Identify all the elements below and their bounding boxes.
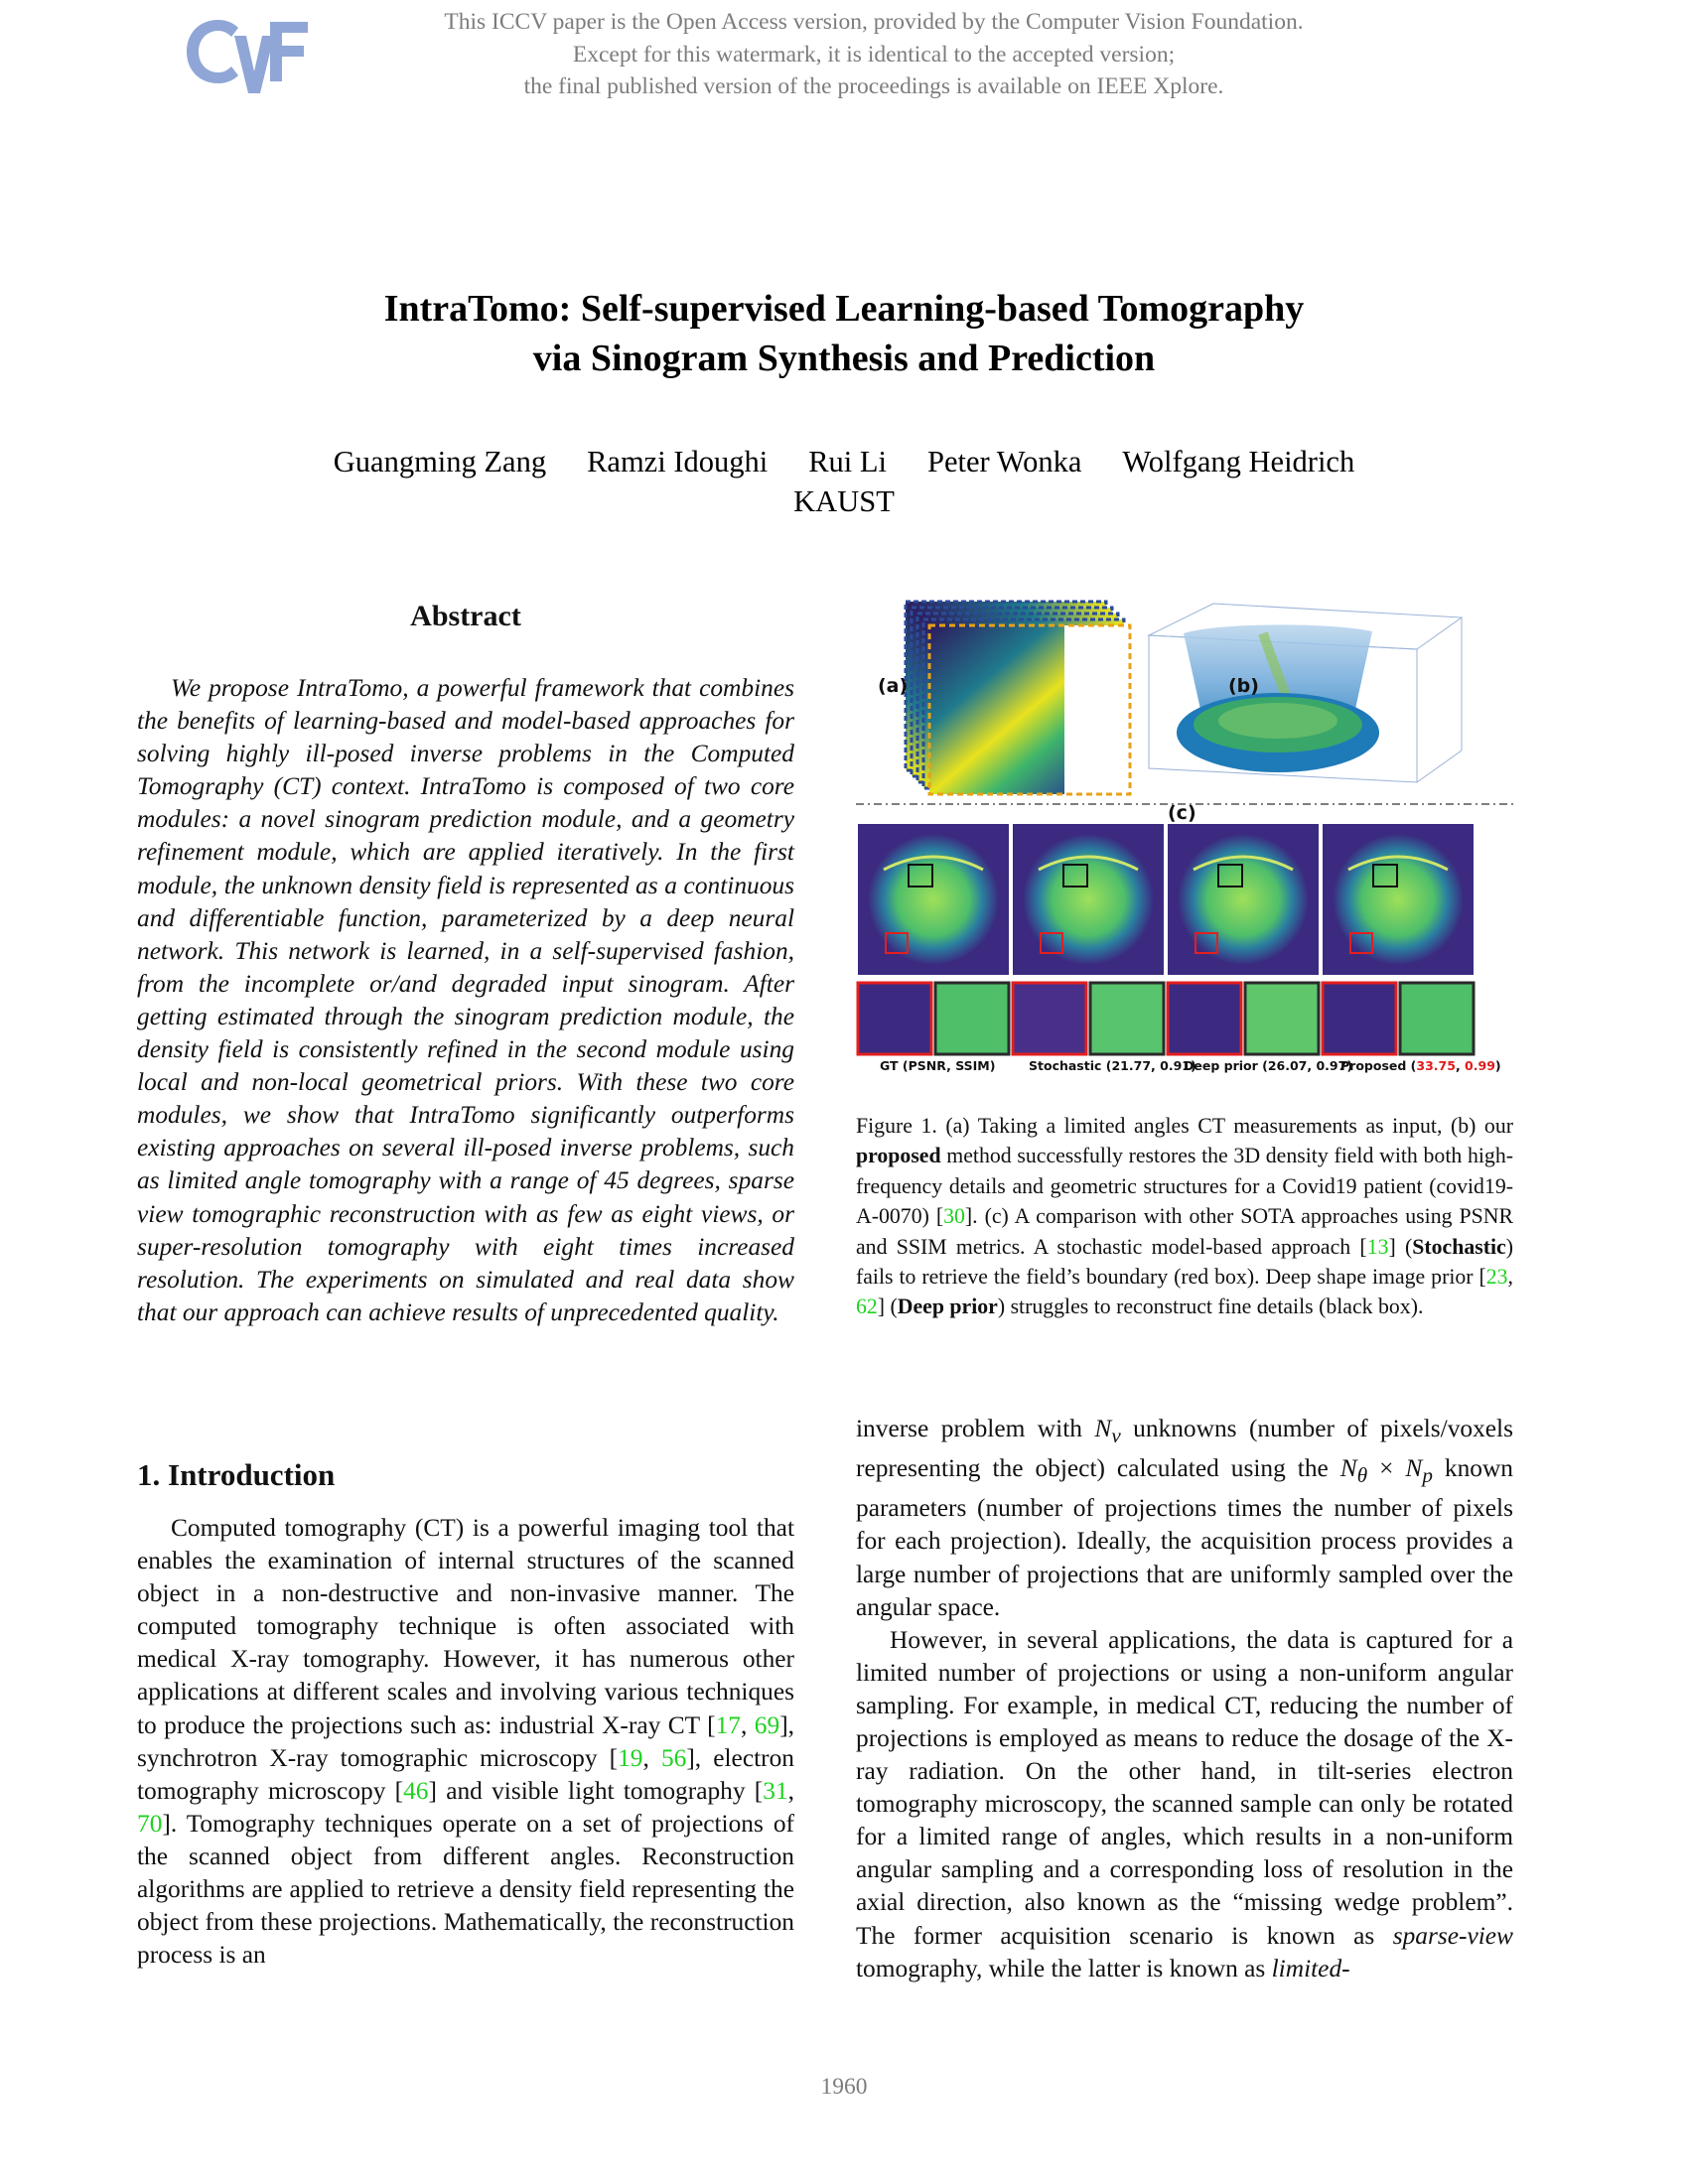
caption-bold: Stochastic [1412,1234,1506,1259]
title-line-2: via Sinogram Synthesis and Prediction [532,338,1156,379]
author-name: Guangming Zang [333,445,547,478]
subcaption-proposed-text: ) [1494,1058,1501,1073]
paragraph [856,1624,1513,1985]
subcaption-proposed-text: Proposed ( [1340,1058,1417,1073]
math-subscript: v [1111,1424,1121,1448]
abstract-text: We propose IntraTomo, a powerful framework that combines the benefits of learning-based and model-based approaches for solving highly ill-posed inverse problems in the Computed Tomography (CT) context. IntraTomo is composed of two core modules: a novel sinogram prediction module, and a geometry refinement module, which are applied iteratively. In the first module, the unknown density field is represented as a continuous and differentiable function, parameterized by a deep neural network. This network is learned, in a self-supervised fashion, from the incomplete or/and degraded input sinogram. After getting estimated through the sinogram prediction module, the density field is consistently refined in the second module using local and non-local geometrical priors. With these two core modules, we show that IntraTomo significantly outperforms existing approaches on several ill-posed inverse problems, such as limited angle tomography with a range of 45 degrees, sparse view tomographic reconstruction with as few as eight views, or super-resolution tomography with eight times increased resolution. The experiments on simulated and real data show that our approach can achieve results of unprecedented quality. [137,674,794,1326]
proposed-psnr: 33.75 [1416,1058,1456,1073]
right-column-text [856,1413,1513,1985]
body-text: However, in several applications, the data is captured for a limited number of projections or using a non-uniform angular sampling. For example, in medical CT, reducing the number of projections is employed as means to reduce the dosage of the X-ray radiation. On the other hand, in tilt-series electron tomography microscopy, the scanned sample can only be rotated for a limited range of angles, which results in a non-uniform angular sampling and a corresponding loss of resolution in the axial direction, also known as the “missing wedge problem”. The former acquisition scenario is known as [856,1625,1513,1950]
comparison-gt [858,824,1009,1054]
sinogram-stack [906,602,1130,794]
figure-label-b: (b) [1228,675,1259,697]
section-heading-introduction: 1. Introduction [137,1457,336,1492]
subcaption-stochastic: Stochastic (21.77, 0.91) [1029,1058,1196,1073]
watermark [377,6,1370,103]
watermark-line-2: Except for this watermark, it is identical to the accepted version; [572,41,1176,68]
caption-bold: Deep prior [897,1295,998,1319]
proposed-ssim: 0.99 [1465,1058,1495,1073]
intro-text: , [787,1776,794,1805]
math-operator: × [1367,1454,1406,1483]
citation-link[interactable]: 56 [660,1743,687,1772]
figure-label-c: (c) [1168,802,1196,824]
subcaption-proposed [1340,1058,1501,1073]
subcaption-gt: GT (PSNR, SSIM) [880,1058,996,1073]
math-subscript: θ [1356,1463,1368,1488]
caption-text: ]. (c) A comparison with other SOTA approaches using PSNR and SSIM metrics. A stochastic model-based approach [ [856,1204,1513,1259]
citation-link[interactable]: 17 [715,1710,741,1739]
author-name: Wolfgang Heidrich [1122,445,1355,478]
intro-text: ]. Tomography techniques operate on a set of projections of the scanned object from different angles. Reconstruction algorithms are applied to retrieve a density field representing the object from these projections. Mathematically, the reconstruction process is an [137,1809,794,1970]
body-text: known parameters (number of projections times the number of pixels for each projection). Ideally, the acquisition process provides a large number of projections that are uniformly sampled over the angular space. [856,1454,1513,1621]
citation-link[interactable]: 13 [1366,1234,1389,1259]
citation-link[interactable]: 62 [856,1295,878,1319]
author-name: Rui Li [808,445,887,478]
caption-text: ] ( [877,1295,898,1319]
author-name: Peter Wonka [927,445,1082,478]
citation-link[interactable]: 70 [137,1809,163,1838]
math-symbol: N [1094,1415,1112,1442]
paragraph [856,1413,1513,1624]
intro-text: , [741,1710,755,1739]
math-subscript: p [1422,1463,1433,1488]
comparison-stochastic [1013,824,1164,1054]
body-text: tomography, while the latter is known as [856,1954,1272,1982]
comparison-proposed [1323,824,1474,1054]
caption-text: ) struggles to reconstruct fine details (black box). [997,1295,1424,1319]
figure-caption [856,1111,1513,1322]
math-symbol: N [1339,1454,1357,1483]
citation-link[interactable]: 31 [763,1776,788,1805]
caption-bold: proposed [856,1144,941,1168]
citation-link[interactable]: 30 [943,1204,965,1229]
intro-text: Computed tomography (CT) is a powerful imaging tool that enables the examination of internal structures of the scanned object in a non-destructive and non-invasive manner. The computed tomography technique is often associated with medical X-ray tomography. However, it has numerous other applications at different scales and involving various techniques to produce the projections such as: industrial X-ray CT [ [137,1514,794,1739]
watermark-line-1: This ICCV paper is the Open Access version, provided by the Computer Vision Foundation. [444,9,1304,35]
affiliation: KAUST [793,484,895,518]
caption-text: method successfully restores the 3D density field with both high-frequency details and geometric structures for a Covid19 patient (covid19-A-0070) [ [856,1144,1513,1229]
cvf-logo [185,14,310,95]
caption-text: ] ( [1388,1234,1413,1259]
intro-text: , [642,1743,661,1772]
author-name: Ramzi Idoughi [587,445,769,478]
figure-label-a: (a) [878,675,909,697]
body-text: unknowns (number of pixels/voxels representing the object) calculated using the [856,1415,1513,1483]
intro-text: ], electron tomography microscopy [ [137,1743,794,1805]
citation-link[interactable]: 19 [618,1743,643,1772]
figure-graphic [856,594,1513,1072]
intro-text: ] and visible light tomography [ [428,1776,764,1805]
title-line-1: IntraTomo: Self-supervised Learning-based Tomography [383,288,1305,330]
abstract-heading: Abstract [410,600,521,632]
citation-link[interactable]: 23 [1485,1265,1508,1290]
subcaption-deep-prior: Deep prior (26.07, 0.97) [1184,1058,1353,1073]
emphasis: limited- [1271,1954,1350,1982]
intro-text: ], synchrotron X-ray tomographic microscopy [ [137,1710,794,1772]
watermark-line-3: the final published version of the proceedings is available on IEEE Xplore. [523,73,1224,99]
body-text: inverse problem with [856,1415,1095,1442]
subcaption-proposed-text: , [1455,1058,1466,1073]
paper-title [199,284,1489,383]
math-symbol: N [1405,1454,1423,1483]
comparison-deep-prior [1168,824,1319,1054]
caption-text: Figure 1. (a) Taking a limited angles CT measurements as input, (b) our [856,1114,1513,1138]
figure-1 [856,594,1513,1072]
page-number: 1960 [820,2074,868,2100]
caption-text: ) fails to retrieve the field’s boundary (red box). Deep shape image prior [ [856,1234,1513,1290]
intro-paragraph [137,1512,794,1972]
citation-link[interactable]: 46 [403,1776,429,1805]
citation-link[interactable]: 69 [754,1710,780,1739]
author-list [199,445,1489,479]
emphasis: sparse-view [1392,1921,1513,1950]
caption-text: , [1507,1265,1513,1290]
volume-render [1149,604,1462,782]
